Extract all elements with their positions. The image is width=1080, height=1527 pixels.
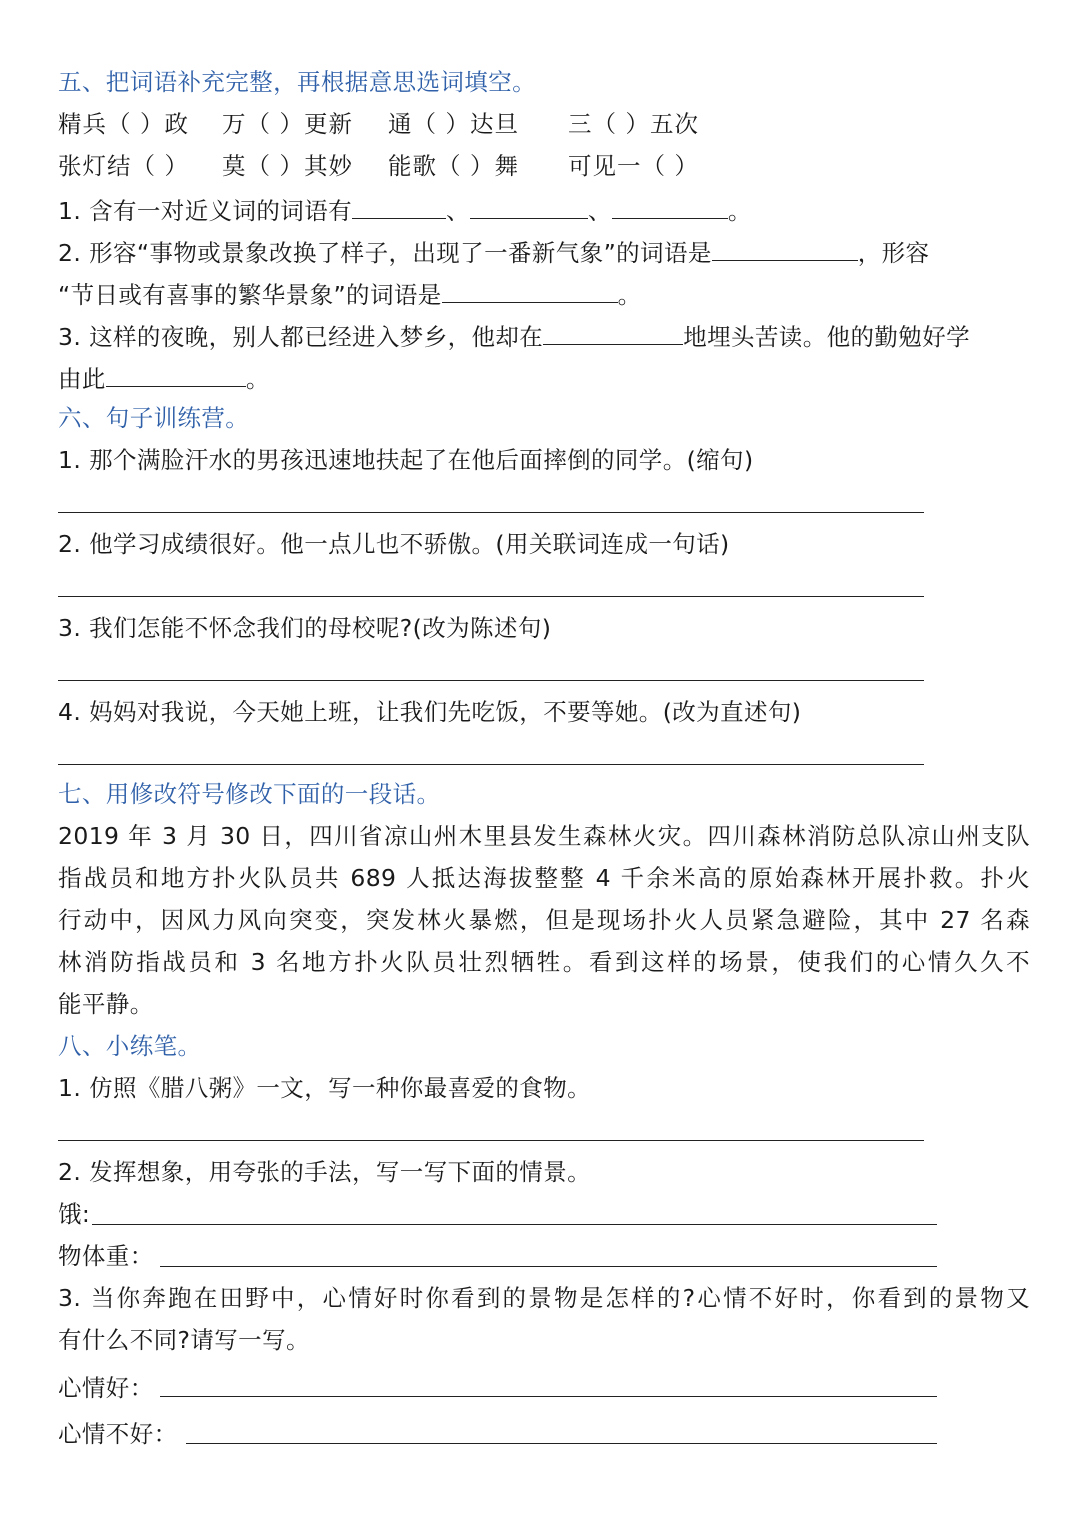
answer-line[interactable]	[58, 680, 924, 681]
s6-item-1: 1. 那个满脸汗水的男孩迅速地扶起了在他后面摔倒的同学。(缩句)	[58, 446, 754, 474]
idiom-5: 张灯结（ ）	[58, 152, 189, 180]
s8-question-1: 1. 仿照《腊八粥》一文，写一种你最喜爱的食物。	[58, 1074, 591, 1102]
answer-blank[interactable]	[442, 278, 618, 303]
answer-blank[interactable]	[470, 194, 588, 219]
bad-mood-answer-line[interactable]	[186, 1443, 937, 1444]
s8-question-2: 2. 发挥想象，用夸张的手法，写一写下面的情景。	[58, 1158, 591, 1186]
section7-heading: 七、用修改符号修改下面的一段话。	[58, 780, 441, 808]
s7-paragraph-line-4: 林消防指战员和 3 名地方扑火队员壮烈牺牲。看到这样的场景，使我们的心情久久不	[58, 948, 1030, 976]
idiom-7: 能歌（ ）舞	[388, 152, 519, 180]
s5-question-1: 1. 含有一对近义词的词语有 、 、 。	[58, 194, 1030, 227]
s5-question-3-line1: 3. 这样的夜晚，别人都已经进入梦乡，他却在 地埋头苦读。他的勤勉好学	[58, 320, 1030, 353]
answer-blank[interactable]	[712, 236, 858, 261]
answer-line[interactable]	[58, 1140, 924, 1141]
idiom-2: 万（ ）更新	[222, 110, 353, 138]
s7-paragraph-line-1: 2019 年 3 月 30 日，四川省凉山州木里县发生森林火灾。四川森林消防总队凉山州支队	[58, 822, 1030, 850]
idiom-3: 通（ ）达旦	[388, 110, 519, 138]
hungry-row	[58, 1198, 1030, 1230]
bad-mood-row	[58, 1418, 1030, 1450]
hungry-label: 饿:	[58, 1200, 91, 1228]
s5-question-2-line1: 2. 形容“事物或景象改换了样子，出现了一番新气象”的词语是 ，形容	[58, 236, 1030, 269]
s5-question-3-line2: 由此 。	[58, 362, 1030, 395]
answer-line[interactable]	[58, 764, 924, 765]
answer-line[interactable]	[58, 512, 924, 513]
s6-item-2: 2. 他学习成绩很好。他一点儿也不骄傲。(用关联词连成一句话)	[58, 530, 730, 558]
section8-heading: 八、小练笔。	[58, 1032, 202, 1060]
s7-paragraph-line-3: 行动中，因风力风向突变，突发林火暴燃，但是现场扑火人员紧急避险，其中 27 名森	[58, 906, 1030, 934]
heavy-answer-line[interactable]	[160, 1266, 937, 1267]
good-mood-answer-line[interactable]	[160, 1396, 937, 1397]
s8-question-3-line2: 有什么不同?请写一写。	[58, 1326, 310, 1354]
section6-heading: 六、句子训练营。	[58, 404, 250, 432]
idiom-6: 莫（ ）其妙	[222, 152, 353, 180]
good-mood-row	[58, 1372, 1030, 1404]
answer-blank[interactable]	[543, 320, 683, 345]
answer-blank[interactable]	[612, 194, 728, 219]
bad-mood-label: 心情不好：	[58, 1420, 178, 1448]
s6-item-4: 4. 妈妈对我说，今天她上班，让我们先吃饭，不要等她。(改为直述句)	[58, 698, 802, 726]
s5-question-2-line2: “节日或有喜事的繁华景象”的词语是 。	[58, 278, 1030, 311]
s6-item-3: 3. 我们怎能不怀念我们的母校呢?(改为陈述句)	[58, 614, 552, 642]
heavy-label: 物体重：	[58, 1242, 154, 1270]
idiom-1: 精兵（ ）政	[58, 110, 189, 138]
hungry-answer-line[interactable]	[92, 1224, 937, 1225]
heavy-row	[58, 1240, 1030, 1272]
answer-blank[interactable]	[106, 362, 246, 387]
good-mood-label: 心情好：	[58, 1374, 154, 1402]
idiom-4: 三（ ）五次	[568, 110, 699, 138]
s7-paragraph-line-2: 指战员和地方扑火队员共 689 人抵达海拔整整 4 千余米高的原始森林开展扑救。扑火	[58, 864, 1030, 892]
s8-question-3-line1: 3. 当你奔跑在田野中，心情好时你看到的景物是怎样的?心情不好时，你看到的景物又	[58, 1284, 1030, 1312]
s7-paragraph-line-5: 能平静。	[58, 990, 154, 1018]
idiom-8: 可见一（ ）	[568, 152, 699, 180]
answer-line[interactable]	[58, 596, 924, 597]
section5-heading: 五、把词语补充完整，再根据意思选词填空。	[58, 68, 536, 96]
answer-blank[interactable]	[352, 194, 446, 219]
